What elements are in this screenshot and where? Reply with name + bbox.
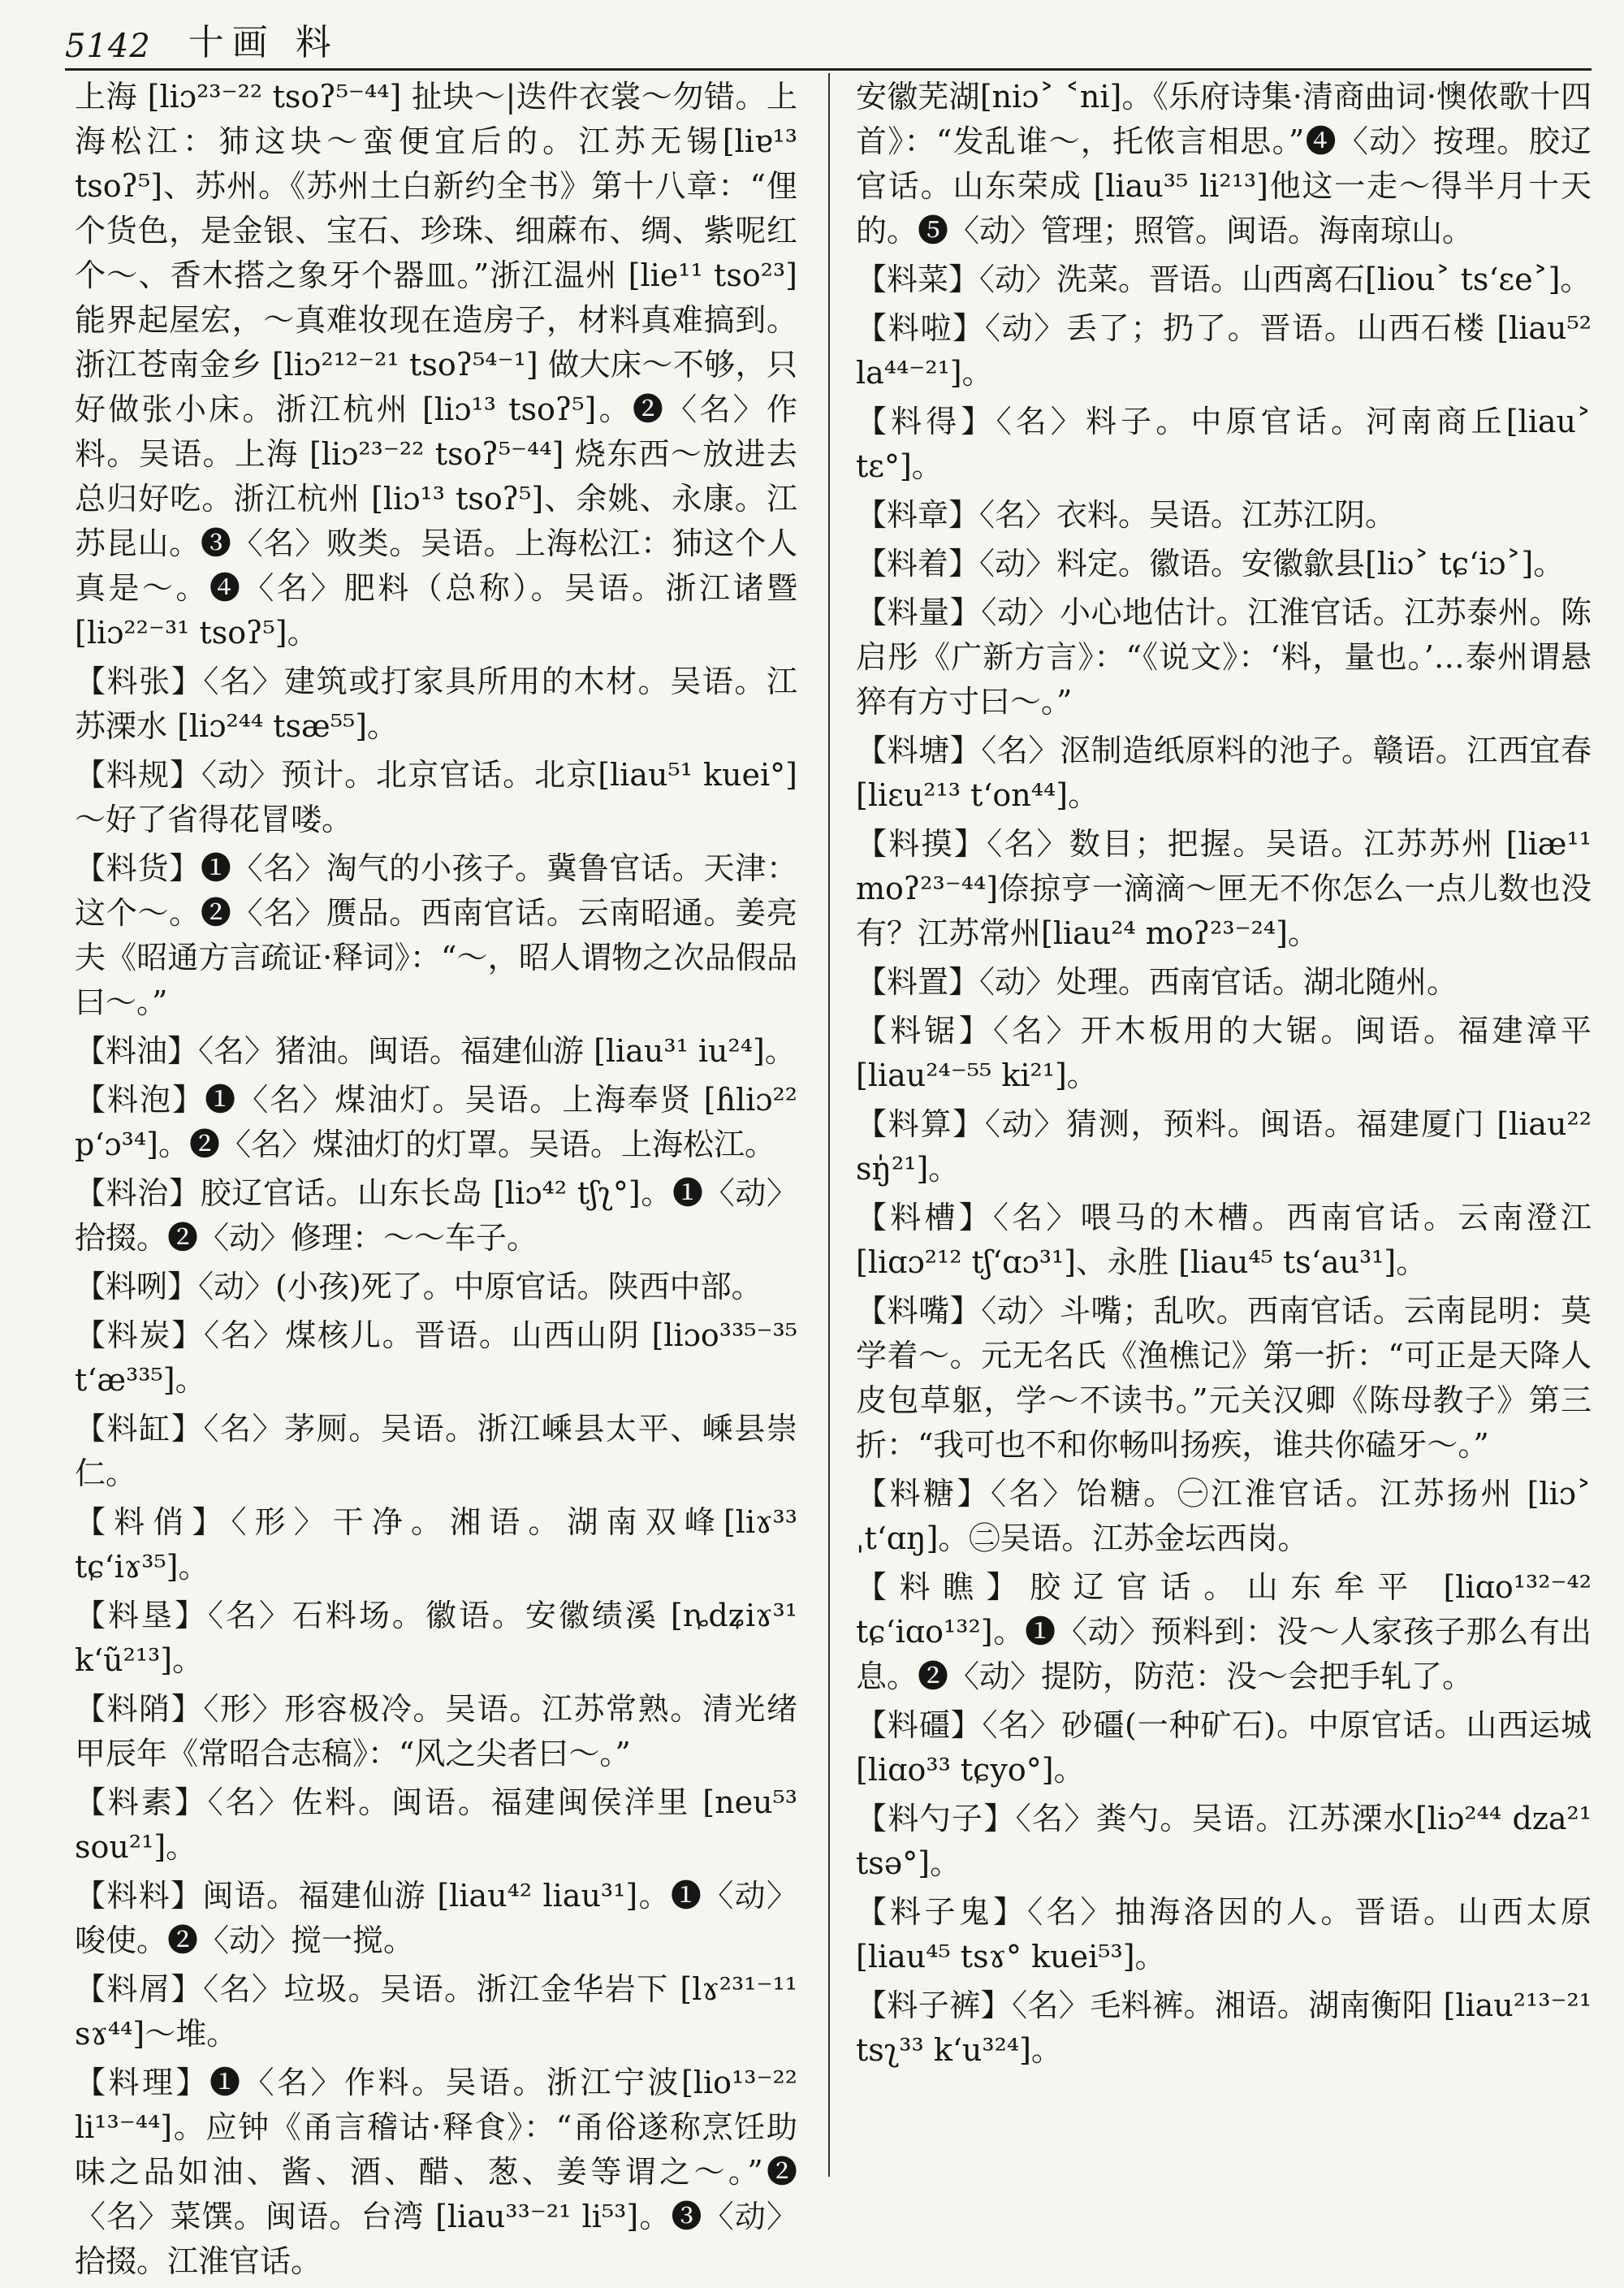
dictionary-entry: 【料置】〈动〉处理。西南官话。湖北随州。 [856,964,1458,1000]
dictionary-entry: 【料糖】〈名〉饴糖。㊀江淮官话。江苏扬州 [liɔ˃ ˌt‘ɑŋ]。㊁吴语。江苏金坛西岗。 [856,1476,1592,1556]
dictionary-entry: 【料槽】〈名〉喂马的木槽。西南官话。云南澄江 [liɑɔ²¹² tʃ‘ɑɔ³¹]、永胜 [liau⁴⁵ ts‘au³¹]。 [856,1200,1592,1280]
dictionary-entry: 【料咧】〈动〉(小孩)死了。中原官话。陕西中部。 [75,1269,762,1304]
dictionary-entry: 【料规】〈动〉预计。北京官话。北京[liau⁵¹ kuei°]～好了省得花冒喽。 [75,757,797,837]
left-column [75,75,797,2288]
dictionary-entry: 【料量】〈动〉小心地估计。江淮官话。江苏泰州。陈启彤《广新方言》：“《说文》：‘料，量也。’…泰州谓悬猝有方寸曰～。” [856,595,1592,720]
dictionary-entry: 【料菜】〈动〉洗菜。晋语。山西离石[liou˃ ts‘ɛe˃]。 [856,262,1592,297]
dictionary-entry: 【料屑】〈名〉垃圾。吴语。浙江金华岩下 [lɤ²³¹⁻¹¹ sɤ⁴⁴]～堆。 [75,1971,797,2052]
dictionary-entry: 安徽芜湖[niɔ˃ ˂ni]。《乐府诗集·清商曲词·懊侬歌十四首》：“发乱谁～，托侬言相思。”❹〈动〉按理。胶辽官话。山东荣成 [liau³⁵ li²¹³]他这一走～得半月十天的。❺〈动〉管理；照管。闽语。海南琼山。 [856,79,1592,249]
running-title: 十画 料 [188,22,339,63]
dictionary-entry: 【料算】〈动〉猜测，预料。闽语。福建厦门 [liau²² sŋ̍²¹]。 [856,1106,1592,1187]
dictionary-entry: 【料炭】〈名〉煤核儿。晋语。山西山阴 [liɔo³³⁵⁻³⁵ t‘æ³³⁵]。 [75,1317,797,1398]
dictionary-entry: 【料章】〈名〉衣料。吴语。江苏江阴。 [856,497,1397,533]
header-rule [65,68,1592,71]
column-divider [828,73,830,2177]
dictionary-entry: 【料陗】〈形〉形容极冷。吴语。江苏常熟。清光绪甲辰年《常昭合志稿》：“风之尖者曰～。” [75,1691,797,1771]
dictionary-entry: 【料着】〈动〉料定。徽语。安徽歙县[liɔ˃ tɕ‘iɔ˃]。 [856,546,1565,582]
dictionary-entry: 【料子裤】〈名〉毛料裤。湘语。湖南衡阳 [liau²¹³⁻²¹ tsʅ³³ k‘u³²⁴]。 [856,1987,1592,2068]
dictionary-entry: 上海 [liɔ²³⁻²² tsoʔ⁵⁻⁴⁴] 扯块～|迭件衣裳～勿错。上海松江：犻这块～蛮便宜后的。江苏无锡[liɐ¹³ tsoʔ⁵]、苏州。《苏州土白新约全书》第十八章：“俚个货色，是金银、宝石、珍珠、细蔴布、绸、紫呢红个～、香木搭之象牙个器皿。”浙江温州 [lie¹¹ tso²³]能界起屋宏，～真难妆现在造房子，材料真难搞到。浙江苍南金乡 [liɔ²¹²⁻²¹ tsoʔ⁵⁴⁻¹] 做大床～不够，只好做张小床。浙江杭州 [liɔ¹³ tsoʔ⁵]。❷〈名〉作料。吴语。上海 [liɔ²³⁻²² tsoʔ⁵⁻⁴⁴] 烧东西～放进去总归好吃。浙江杭州 [liɔ¹³ tsoʔ⁵]、余姚、永康。江苏昆山。❸〈名〉败类。吴语。上海松江：犻这个人真是～。❹〈名〉肥料（总称）。吴语。浙江诸暨 [liɔ²²⁻³¹ tsoʔ⁵]。 [75,79,797,651]
dictionary-entry: 【料勺子】〈名〉粪勺。吴语。江苏溧水[liɔ²⁴⁴ dza²¹ tsə°]。 [856,1801,1592,1881]
dictionary-entry: 【料货】❶〈名〉淘气的小孩子。冀鲁官话。天津：这个～。❷〈名〉赝品。西南官话。云南昭通。姜亮夫《昭通方言疏证·释词》：“～，昭人谓物之次品假品曰～。” [75,850,797,1020]
dictionary-entry: 【料礓】〈名〉砂礓(一种矿石)。中原官话。山西运城 [liɑo³³ tɕyo°]。 [856,1707,1592,1788]
dictionary-entry: 【料张】〈名〉建筑或打家具所用的木材。吴语。江苏溧水 [liɔ²⁴⁴ tsæ⁵⁵]。 [75,664,797,744]
page-number: 5142 [65,28,151,65]
dictionary-entry: 【料得】〈名〉料子。中原官话。河南商丘[liau˃ tɛ°]。 [856,404,1592,484]
dictionary-entry: 【料锯】〈名〉开木板用的大锯。闽语。福建漳平 [liau²⁴⁻⁵⁵ ki²¹]。 [856,1013,1592,1093]
dictionary-entry: 【料油】〈名〉猪油。闽语。福建仙游 [liau³¹ iu²⁴]。 [75,1033,796,1069]
dictionary-entry: 【料缸】〈名〉茅厕。吴语。浙江嵊县太平、嵊县崇仁。 [75,1411,797,1491]
dictionary-entry: 【料摸】〈名〉数目；把握。吴语。江苏苏州 [liæ¹¹ moʔ²³⁻⁴⁴]倷掠亨一滴滴～匣无不你怎么一点儿数也没有？江苏常州[liau²⁴ moʔ²³⁻²⁴]。 [856,826,1592,951]
dictionary-entry: 【料理】❶〈名〉作料。吴语。浙江宁波[lio¹³⁻²² li¹³⁻⁴⁴]。应钟《甬言稽诂·释食》：“甬俗遂称烹饪助味之品如油、酱、酒、醋、葱、姜等谓之～。”❷〈名〉菜馔。闽语。台湾 [liau³³⁻²¹ li⁵³]。❸〈动〉拾掇。江淮官话。 [75,2065,797,2279]
dictionary-entry: 【料塘】〈名〉沤制造纸原料的池子。赣语。江西宜春 [liɛu²¹³ t‘on⁴⁴]。 [856,733,1592,813]
dictionary-entry: 【料治】胶辽官话。山东长岛 [liɔ⁴² tʃʅ°]。❶〈动〉拾掇。❷〈动〉修理：～～车子。 [75,1175,797,1256]
dictionary-entry: 【料子鬼】〈名〉抽海洛因的人。晋语。山西太原[liau⁴⁵ tsɤ° kuei⁵³]。 [856,1894,1592,1974]
right-column [856,75,1592,2077]
dictionary-entry: 【料嘴】〈动〉斗嘴；乱吹。西南官话。云南昆明：莫学着～。元无名氏《渔樵记》第一折：“可正是天降人皮包草躯，学～不读书。”元关汉卿《陈母教子》第三折：“我可也不和你畅叫扬疾，谁共你磕牙～。” [856,1293,1592,1463]
dictionary-entry: 【料瞧】胶辽官话。山东牟平 [liɑo¹³²⁻⁴² tɕ‘iɑo¹³²]。❶〈动〉预料到：没～人家孩子那么有出息。❷〈动〉提防，防范：没～会把手轧了。 [856,1569,1592,1694]
dictionary-entry: 【料素】〈名〉佐料。闽语。福建闽侯洋里 [neu⁵³ sou²¹]。 [75,1784,797,1865]
dictionary-entry: 【料啦】〈动〉丢了；扔了。晋语。山西石楼 [liau⁵² la⁴⁴⁻²¹]。 [856,310,1592,391]
dictionary-entry: 【料料】闽语。福建仙游 [liau⁴² liau³¹]。❶〈动〉唆使。❷〈动〉搅一搅。 [75,1878,797,1958]
page-header [65,15,1559,65]
dictionary-entry: 【料俏】〈形〉干净。湘语。湖南双峰[liɤ³³ tɕ‘iɤ³⁵]。 [75,1504,797,1585]
dictionary-entry: 【料垦】〈名〉石料场。徽语。安徽绩溪 [ȵdʑiɤ³¹ k‘ũ²¹³]。 [75,1598,797,1678]
dictionary-entry: 【料泡】❶〈名〉煤油灯。吴语。上海奉贤 [ɦliɔ²² p‘ɔ³⁴]。❷〈名〉煤油灯的灯罩。吴语。上海松江。 [75,1082,797,1162]
